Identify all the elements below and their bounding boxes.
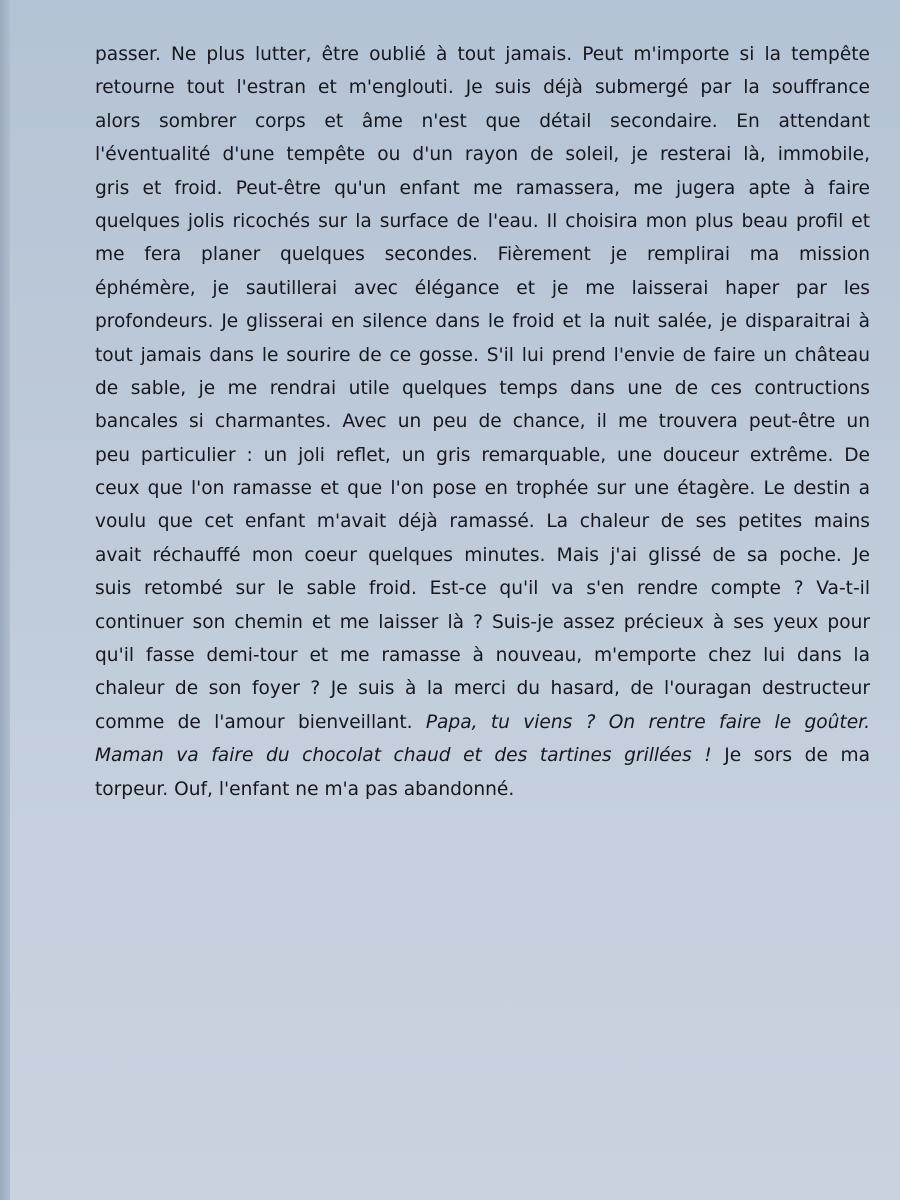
child-dialogue: Maman va faire du chocolat chaud et des tartines grillées ! [95, 745, 712, 767]
text-line: gris et froid. Peut-être qu'un enfant me ramassera, me jugera apte à faire [95, 177, 870, 199]
text-line: bancales si charmantes. Avec un peu de chance, il me trouvera peut-être un [95, 411, 870, 433]
text-line: alors sombrer corps et âme n'est que détail secondaire. En attendant [95, 110, 870, 132]
text-line: quelques jolis ricochés sur la surface de l'eau. Il choisira mon plus beau profil et [95, 210, 870, 232]
text-line: avait réchauffé mon coeur quelques minutes. Mais j'ai glissé de sa poche. Je [95, 544, 870, 566]
text-line: chaleur de son foyer ? Je suis à la merci du hasard, de l'ouragan destructeur [95, 678, 870, 700]
text-line: peu particulier : un joli reflet, un gris remarquable, une douceur extrême. De [95, 444, 870, 466]
text-line: tout jamais dans le sourire de ce gosse. S'il lui prend l'envie de faire un château [95, 344, 870, 366]
text-line: me fera planer quelques secondes. Fièrement je remplirai ma mission [95, 244, 870, 266]
child-dialogue: Papa, tu viens ? On rentre faire le goûter. [425, 711, 870, 733]
text-line: l'éventualité d'une tempête ou d'un rayon de soleil, je resterai là, immobile, [95, 144, 870, 166]
text-line: profondeurs. Je glisserai en silence dans le froid et la nuit salée, je disparaitrai à [95, 311, 870, 333]
text-line-last: torpeur. Ouf, l'enfant ne m'a pas abandonné. [95, 778, 515, 800]
text-line: continuer son chemin et me laisser là ? Suis-je assez précieux à ses yeux pour [95, 611, 870, 633]
page-text [95, 38, 870, 806]
text-line: retourne tout l'estran et m'englouti. Je suis déjà submergé par la souffrance [95, 77, 870, 99]
text-line: suis retombé sur le sable froid. Est-ce qu'il va s'en rendre compte ? Va-t-il [95, 578, 870, 600]
text-line: ceux que l'on ramasse et que l'on pose en trophée sur une étagère. Le destin a [95, 478, 870, 500]
text-line: éphémère, je sautillerai avec élégance et je me laisserai haper par les [95, 277, 870, 299]
text-line: de sable, je me rendrai utile quelques temps dans une de ces contructions [95, 377, 870, 399]
text-line: passer. Ne plus lutter, être oublié à tout jamais. Peut m'importe si la tempête [95, 44, 870, 65]
narrative-text: comme de l'amour bienveillant. [95, 711, 413, 733]
text-line-mixed [95, 739, 870, 772]
narrative-text: Je sors de ma [724, 745, 870, 767]
text-line: voulu que cet enfant m'avait déjà ramassé. La chaleur de ses petites mains [95, 511, 870, 533]
text-line: qu'il fasse demi-tour et me ramasse à nouveau, m'emporte chez lui dans la [95, 645, 870, 667]
text-line-mixed [95, 706, 870, 739]
page-edge [0, 0, 10, 1200]
